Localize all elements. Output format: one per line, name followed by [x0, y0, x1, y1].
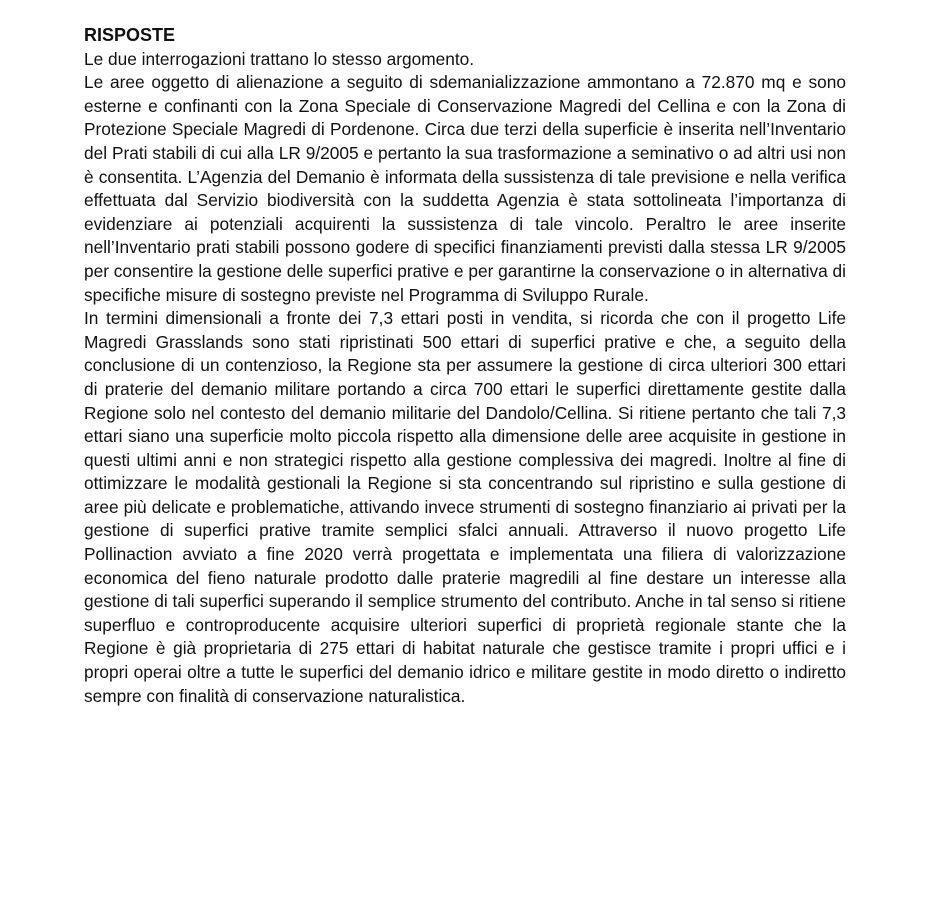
- paragraph-areas: Le aree oggetto di alienazione a seguito di sdemanializzazione ammontano a 72.870 mq e sono esterne e confinanti con la Zona Speciale di Conservazione Magredi del Cellina e con la Zona di Protezione Speciale Magredi di Pordenone. Circa due terzi della superficie è inserita nell’Inventario del Prati stabili di cui alla LR 9/2005 e pertanto la sua trasformazione a seminativo o ad altri usi non è consentita. L’Agenzia del Demanio è informata della sussistenza di tale previsione e nella verifica effettuata dal Servizio biodiversità con la suddetta Agenzia è stata sottolineata l’importanza di evidenziare ai potenziali acquirenti la sussistenza di tale vincolo. Peraltro le aree inserite nell’Inventario prati stabili possono godere di specifici finanziamenti previsti dalla stessa LR 9/2005 per consentire la gestione delle superfici prative e per garantirne la conservazione o in alternativa di specifiche misure di sostegno previste nel Programma di Sviluppo Rurale.: [84, 72, 846, 305]
- paragraph-intro: Le due interrogazioni trattano lo stesso argomento.: [84, 48, 475, 69]
- paragraph-dimensions: In termini dimensionali a fronte dei 7,3 ettari posti in vendita, si ricorda che con il progetto Life Magredi Grasslands sono stati ripristinati 500 ettari di superfici prative e che, a seguito della conclusione di un contenzioso, la Regione sta per assumere la gestione di circa ulteriori 300 ettari di praterie del demanio militare portando a circa 700 ettari le superfici direttamente gestite dalla Regione solo nel contesto del demanio militarie del Dandolo/Cellina. Si ritiene pertanto che tali 7,3 ettari siano una superficie molto piccola rispetto alla dimensione delle aree acquisite in gestione in questi ultimi anni e non strategici rispetto alla gestione complessiva dei magredi. Inoltre al fine di ottimizzare le modalità gestionali la Regione si sta concentrando sul ripristino e sulla gestione di aree più delicate e problematiche, attivando invece strumenti di sostegno finanziario ai privati per la gestione di superfici prative tramite semplici sfalci annuali. Attraverso il nuovo progetto Life Pollinaction avviato a fine 2020 verrà progettata e implementata una filiera di valorizzazione economica del fieno naturale prodotto dalle praterie magredili al fine destare un interesse alla gestione di tali superfici superando il semplice strumento del contributo. Anche in tal senso si ritiene superfluo e controproducente acquisire ulteriori superfici di proprietà regionale stante che la Regione è già proprietaria di 275 ettari di habitat naturale che gestisce tramite i propri uffici e i propri operai oltre a tutte le superfici del demanio idrico e militare gestite in modo diretto o indiretto sempre con finalità di conservazione naturalistica.: [84, 308, 846, 706]
- section-heading: RISPOSTE: [84, 25, 176, 45]
- document-body: [84, 24, 846, 708]
